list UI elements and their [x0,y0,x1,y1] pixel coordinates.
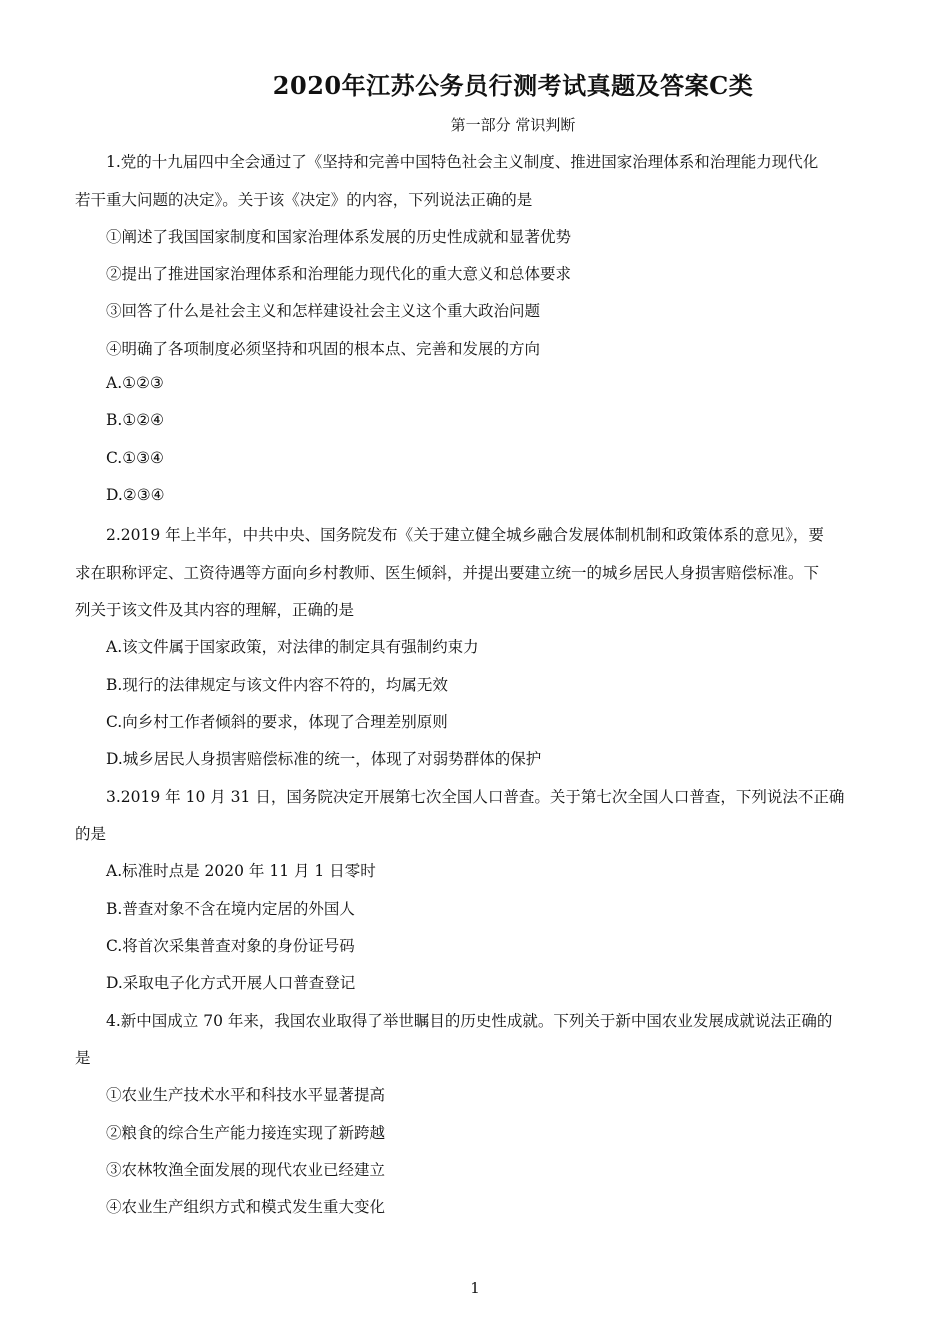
q4-statement-3: ③农林牧渔全面发展的现代农业已经建立 [106,1161,386,1179]
q1-option-b: B.①②④ [106,411,165,429]
q4-stem-line2: 是 [75,1049,91,1067]
q1-option-d: D.②③④ [106,486,165,504]
q1-stem-line2: 若干重大问题的决定》。关于该《决定》的内容，下列说法正确的是 [75,191,533,209]
q2-stem-line2: 求在职称评定、工资待遇等方面向乡村教师、医生倾斜，并提出要建立统一的城乡居民人身损害赔偿标准。下 [75,564,820,582]
q1-statement-1: ①阐述了我国国家制度和国家治理体系发展的历史性成就和显著优势 [106,228,572,246]
q3-option-c: C.将首次采集普查对象的身份证号码 [106,937,355,955]
section-heading: 第一部分 常识判断 [450,116,576,134]
q2-stem-line3: 列关于该文件及其内容的理解，正确的是 [75,601,355,619]
q4-stem-line1: 4.新中国成立 70 年来，我国农业取得了举世瞩目的历史性成就。下列关于新中国农业发展成就说法正确的 [106,1012,833,1030]
q1-stem-line1: 1.党的十九届四中全会通过了《坚持和完善中国特色社会主义制度、推进国家治理体系和治理能力现代化 [106,153,819,171]
q1-statement-2: ②提出了推进国家治理体系和治理能力现代化的重大意义和总体要求 [106,265,572,283]
q1-statement-4: ④明确了各项制度必须坚持和巩固的根本点、完善和发展的方向 [106,340,541,358]
q3-stem-line1: 3.2019 年 10 月 31 日，国务院决定开展第七次全国人口普查。关于第七次全国人口普查，下列说法不正确 [106,788,845,806]
q2-option-c: C.向乡村工作者倾斜的要求，体现了合理差别原则 [106,713,448,731]
q2-stem-line1: 2.2019 年上半年，中共中央、国务院发布《关于建立健全城乡融合发展体制机制和政策体系的意见》，要 [106,526,824,544]
q3-option-a: A.标准时点是 2020 年 11 月 1 日零时 [106,862,376,880]
q3-stem-line2: 的是 [75,825,107,843]
q1-option-a: A.①②③ [106,374,164,392]
q4-statement-4: ④农业生产组织方式和模式发生重大变化 [106,1198,386,1216]
q2-option-d: D.城乡居民人身损害赔偿标准的统一，体现了对弱势群体的保护 [106,750,542,768]
q3-option-d: D.采取电子化方式开展人口普查登记 [106,974,356,992]
q2-option-b: B.现行的法律规定与该文件内容不符的，均属无效 [106,676,448,694]
q4-statement-2: ②粮食的综合生产能力接连实现了新跨越 [106,1124,386,1142]
page-number: 1 [470,1279,480,1297]
q3-option-b: B.普查对象不含在境内定居的外国人 [106,900,355,918]
q1-statement-3: ③回答了什么是社会主义和怎样建设社会主义这个重大政治问题 [106,302,541,320]
q4-statement-1: ①农业生产技术水平和科技水平显著提高 [106,1086,386,1104]
q1-option-c: C.①③④ [106,449,164,467]
q2-option-a: A.该文件属于国家政策，对法律的制定具有强制约束力 [106,638,479,656]
document-title: 2020年江苏公务员行测考试真题及答案C类 [272,71,754,100]
